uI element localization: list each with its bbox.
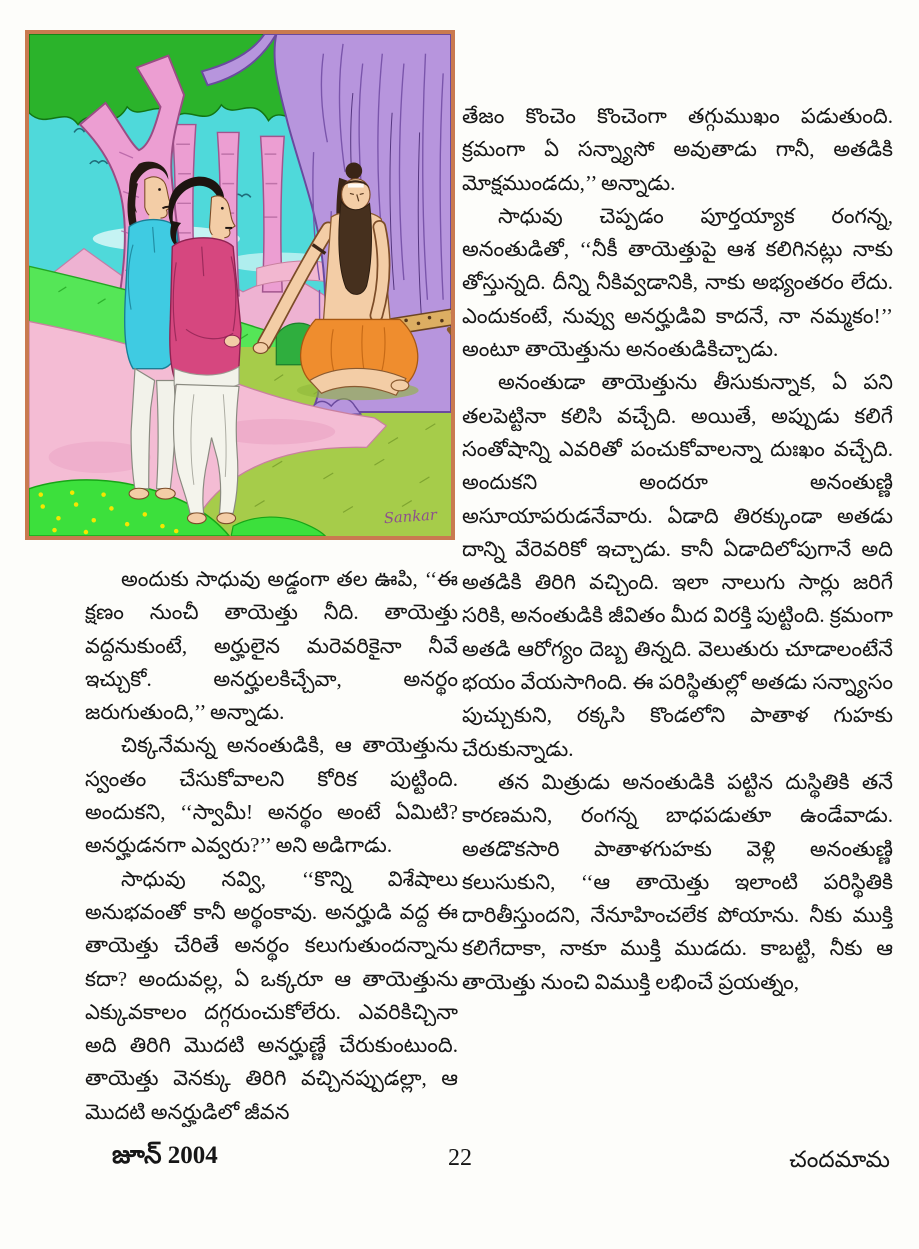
story-paragraph: చిక్కనేమన్న అనంతుడికి, ఆ తాయెత్తును స్వంతం చేసుకోవాలని కోరిక పుట్టింది. అందుకని, ‘‘స్వామీ! అనర్థం అంటే ఏమిటి? అనర్హుడనగా ఎవ్వరు?’’ అని అడిగాడు. xyxy=(85,733,458,858)
story-paragraph: సాధువు నవ్వి, ‘‘కొన్ని విశేషాలు అనుభవంతో కానీ అర్థంకావు. అనర్హుడి వద్ద ఈ తాయెత్తు చేరితే అనర్థం కలుగుతుందన్నాను కదా? అందువల్ల, ఏ ఒక్కరూ ఆ తాయెత్తును ఎక్కువకాలం దగ్గరుంచుకోలేరు. ఎవరికిచ్చినా అది తిరిగి మొదటి అనర్హుణ్ణే చేరుకుంటుంది. తాయెత్తు వెనక్కు తిరిగి వచ్చినప్పుడల్లా, ఆ మొదటి అనర్హుడిలో జీవన xyxy=(85,866,458,1124)
story-paragraph: తేజం కొంచెం కొంచెంగా తగ్గుముఖం పడుతుంది. క్రమంగా ఏ సన్న్యాసో అవుతాడు గానీ, అతడికి మోక్షముండదు,’’ అన్నాడు. xyxy=(462,104,893,195)
artist-signature: Sankar xyxy=(383,506,438,528)
story-paragraph: సాధువు చెప్పడం పూర్తయ్యాక రంగన్న, అనంతుడితో, ‘‘నీకీ తాయెత్తుపై ఆశ కలిగినట్లు నాకు తోస్తున్నది. దీన్ని నీకివ్వడానికి, నాకు అభ్యంతరం లేదు. ఎందుకంటే, నువ్వు అనర్హుడివి కాదనే, నా నమ్మకం!’’ అంటూ తాయెత్తును అనంతుడికిచ్చాడు. xyxy=(462,203,893,362)
left-text-column xyxy=(85,563,458,1129)
footer-magazine-title: చందమామ xyxy=(789,1147,890,1172)
footer-issue-date: జూన్ 2004 xyxy=(112,1142,218,1169)
story-paragraph: అందుకు సాధువు అడ్డంగా తల ఊపి, ‘‘ఈ క్షణం నుంచీ తాయెత్తు నీది. తాయెత్తు వద్దనుకుంటే, అర్హులైన మరెవరికైనా నీవే ఇచ్చుకో. అనర్హులకిచ్చేవా, అనర్థం జరుగుతుంది,’’ అన్నాడు. xyxy=(85,567,458,725)
story-illustration-art xyxy=(29,34,451,536)
story-paragraph: తన మిత్రుడు అనంతుడికి పట్టిన దుస్థితికి తనే కారణమని, రంగన్న బాధపడుతూ ఉండేవాడు. అతడొకసారి పాతాళగుహకు వెళ్లి అనంతుణ్ణి కలుసుకుని, ‘‘ఆ తాయెత్తు ఇలాంటి పరిస్థితికి దారితీస్తుందని, నేనూహించలేక పోయాను. నీకు ముక్తి కలిగేదాకా, నాకూ ముక్తి ముడదు. కాబట్టి, నీకు ఆ తాయెత్తు నుంచి విముక్తి లభించే ప్రయత్నం, xyxy=(462,769,893,994)
footer-page-number: 22 xyxy=(448,1145,472,1171)
right-text-column xyxy=(462,100,893,999)
story-illustration xyxy=(25,30,455,540)
story-paragraph: అనంతుడా తాయెత్తును తీసుకున్నాక, ఏ పని తలపెట్టినా కలిసి వచ్చేది. అయితే, అప్పుడు కలిగే సంతోషాన్ని ఎవరితో పంచుకోవాలన్నా దుఃఖం వచ్చేది. అందుకని అందరూ అనంతుణ్ణి అసూయాపరుడనేవారు. ఏడాది తిరక్కుండా అతడు దాన్ని వేరెవరికో ఇచ్చాడు. కానీ ఏడాదిలోపుగానే అది అతడికి తిరిగి వచ్చింది. ఇలా నాలుగు సార్లు జరిగే సరికి, అనంతుడికి జీవితం మీద విరక్తి పుట్టింది. క్రమంగా అతడి ఆరోగ్యం దెబ్బ తిన్నది. వెలుతురు చూడాలంటేనే భయం వేయసాగింది. ఈ పరిస్థితుల్లో అతడు సన్న్యాసం పుచ్చుకుని, రక్కసి కొండలోని పాతాళ గుహకు చేరుకున్నాడు. xyxy=(462,370,893,761)
